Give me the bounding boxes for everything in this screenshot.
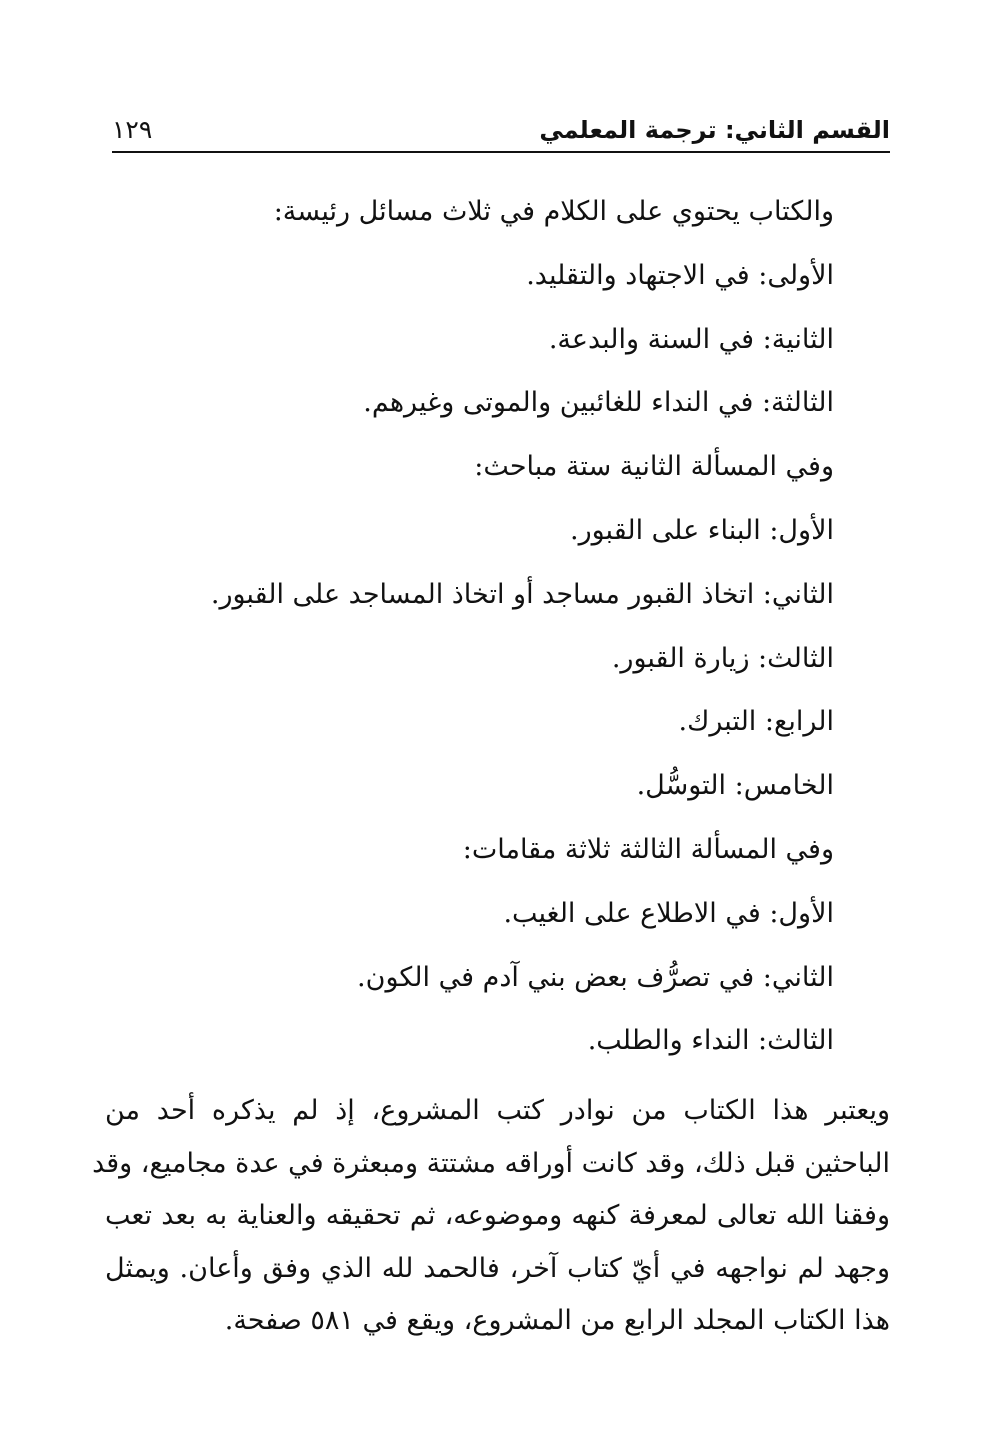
text-line: الثاني: اتخاذ القبور مساجد أو اتخاذ المساجد على القبور. — [210, 578, 834, 610]
running-header — [112, 110, 890, 154]
paragraph-line: هذا الكتاب المجلد الرابع من المشروع، ويقع في ٥٨١ صفحة. — [224, 1305, 890, 1336]
paragraph-line: ويعتبر هذا الكتاب من نوادر كتب المشروع، إذ لم يذكره أحد من — [105, 1095, 890, 1126]
text-line: الثانية: في السنة والبدعة. — [548, 323, 834, 355]
text-line: الثاني: في تصرُّف بعض بني آدم في الكون. — [357, 961, 834, 993]
text-line: الثالثة: في النداء للغائبين والموتى وغيرهم. — [363, 387, 834, 419]
text-line: الأول: في الاطلاع على الغيب. — [503, 897, 834, 929]
header-title: القسم الثاني: ترجمة المعلمي — [539, 116, 890, 144]
paragraph-line: وفقنا الله تعالى لمعرفة كنهه وموضوعه، ثم تحقيقه والعناية به بعد تعب — [105, 1200, 890, 1231]
paragraph-line: الباحثين قبل ذلك، وقد كانت أوراقه مشتتة ومبعثرة في عدة مجاميع، وقد — [92, 1147, 890, 1179]
text-line: الأول: البناء على القبور. — [569, 514, 834, 546]
text-line: الثالث: زيارة القبور. — [611, 642, 834, 674]
text-line: الأولى: في الاجتهاد والتقليد. — [526, 259, 834, 291]
text-line: الرابع: التبرك. — [678, 706, 834, 738]
header-rule — [112, 151, 890, 153]
text-line: وفي المسألة الثانية ستة مباحث: — [474, 451, 834, 483]
text-line: الثالث: النداء والطلب. — [587, 1025, 834, 1057]
paragraph-line: وجهد لم نواجهه في أيّ كتاب آخر، فالحمد لله الذي وفق وأعان. ويمثل — [105, 1252, 890, 1284]
text-line: والكتاب يحتوي على الكلام في ثلاث مسائل رئيسة: — [273, 196, 834, 227]
text-line: الخامس: التوسُّل. — [636, 770, 834, 802]
page-number: ١٢٩ — [112, 115, 153, 144]
text-line: وفي المسألة الثالثة ثلاثة مقامات: — [462, 833, 834, 865]
topic-list — [112, 180, 834, 1073]
closing-paragraph — [92, 1085, 890, 1348]
